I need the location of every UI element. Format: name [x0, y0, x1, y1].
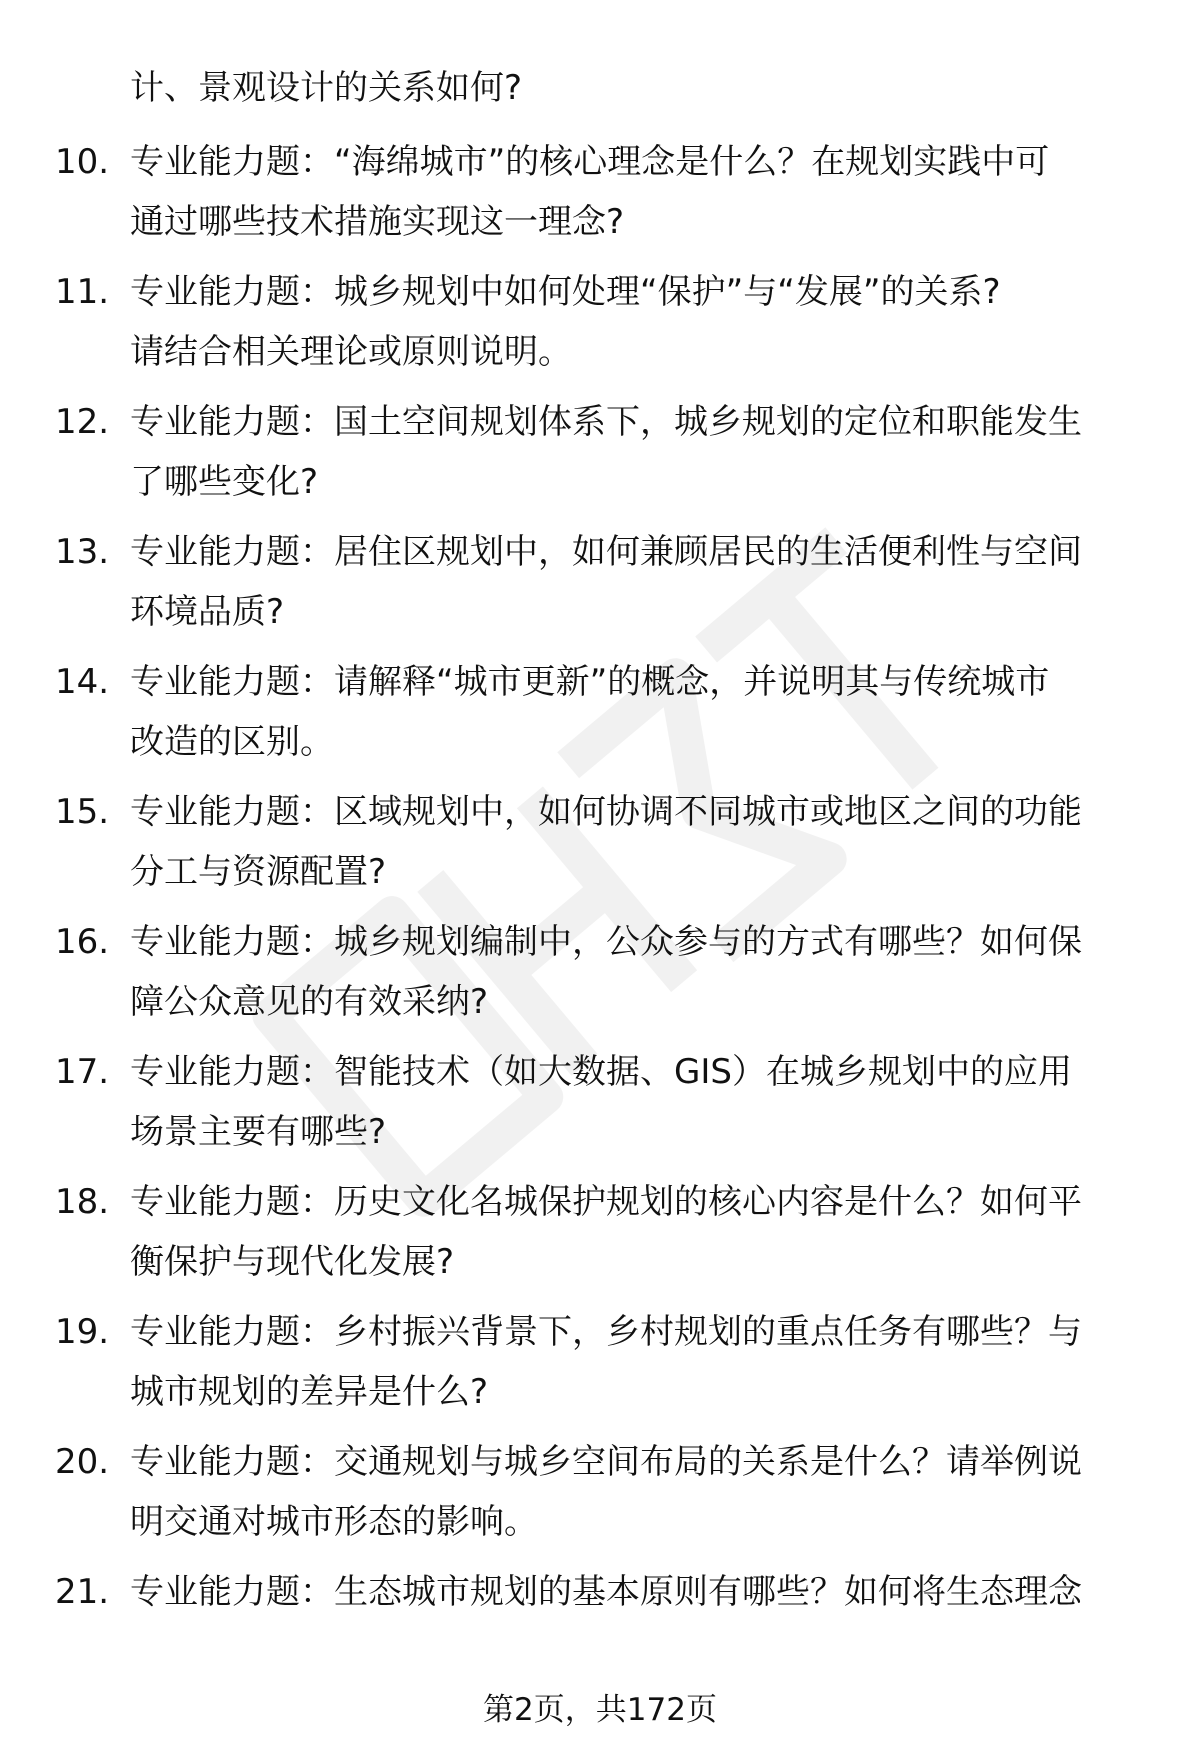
page-footer: 第2页，共172页 — [483, 1692, 717, 1728]
question-number: 14. — [55, 662, 110, 702]
question-item — [0, 782, 1200, 912]
question-item — [0, 912, 1200, 1042]
question-item — [0, 1562, 1200, 1692]
question-number: 21. — [55, 1572, 110, 1612]
question-number: 16. — [55, 922, 110, 962]
question-text: 专业能力题：“海绵城市”的核心理念是什么？在规划实践中可 通过哪些技术措施实现这一理念? — [130, 142, 1050, 242]
question-text: 专业能力题：请解释“城市更新”的概念，并说明其与传统城市 改造的区别。 — [130, 662, 1050, 762]
question-text: 专业能力题：居住区规划中，如何兼顾居民的生活便利性与空间 环境品质? — [130, 532, 1082, 632]
question-text: 专业能力题：生态城市规划的基本原则有哪些？如何将生态理念 — [130, 1572, 1082, 1612]
question-text: 专业能力题：乡村振兴背景下，乡村规划的重点任务有哪些？与 城市规划的差异是什么? — [130, 1312, 1082, 1412]
question-text: 专业能力题：交通规划与城乡空间布局的关系是什么？请举例说 明交通对城市形态的影响。 — [130, 1442, 1082, 1542]
question-text: 专业能力题：城乡规划中如何处理“保护”与“发展”的关系? 请结合相关理论或原则说明。 — [130, 272, 1001, 372]
question-item — [0, 1042, 1200, 1172]
question-text: 专业能力题：国土空间规划体系下，城乡规划的定位和职能发生 了哪些变化? — [130, 402, 1082, 502]
question-number: 10. — [55, 142, 110, 182]
question-item — [0, 1302, 1200, 1432]
question-number: 11. — [55, 272, 110, 312]
question-text: 专业能力题：区域规划中，如何协调不同城市或地区之间的功能 分工与资源配置? — [130, 792, 1082, 892]
question-item — [0, 522, 1200, 652]
question-list — [0, 132, 1200, 1692]
question-item — [0, 652, 1200, 782]
question-number: 12. — [55, 402, 110, 442]
question-number: 19. — [55, 1312, 110, 1352]
question-text: 专业能力题：智能技术（如大数据、GIS）在城乡规划中的应用 场景主要有哪些? — [130, 1052, 1072, 1152]
question-item — [0, 132, 1200, 262]
question-item — [0, 1172, 1200, 1302]
question-number: 15. — [55, 792, 110, 832]
question-text: 专业能力题：历史文化名城保护规划的核心内容是什么？如何平 衡保护与现代化发展? — [130, 1182, 1082, 1282]
question-number: 17. — [55, 1052, 110, 1092]
question-number: 20. — [55, 1442, 110, 1482]
question-number: 18. — [55, 1182, 110, 1222]
question-text: 专业能力题：城乡规划编制中，公众参与的方式有哪些？如何保 障公众意见的有效采纳? — [130, 922, 1082, 1022]
question-item — [0, 262, 1200, 392]
question-item — [0, 1432, 1200, 1562]
question-number: 13. — [55, 532, 110, 572]
continuation-line: 计、景观设计的关系如何? — [130, 68, 523, 108]
question-item — [0, 392, 1200, 522]
